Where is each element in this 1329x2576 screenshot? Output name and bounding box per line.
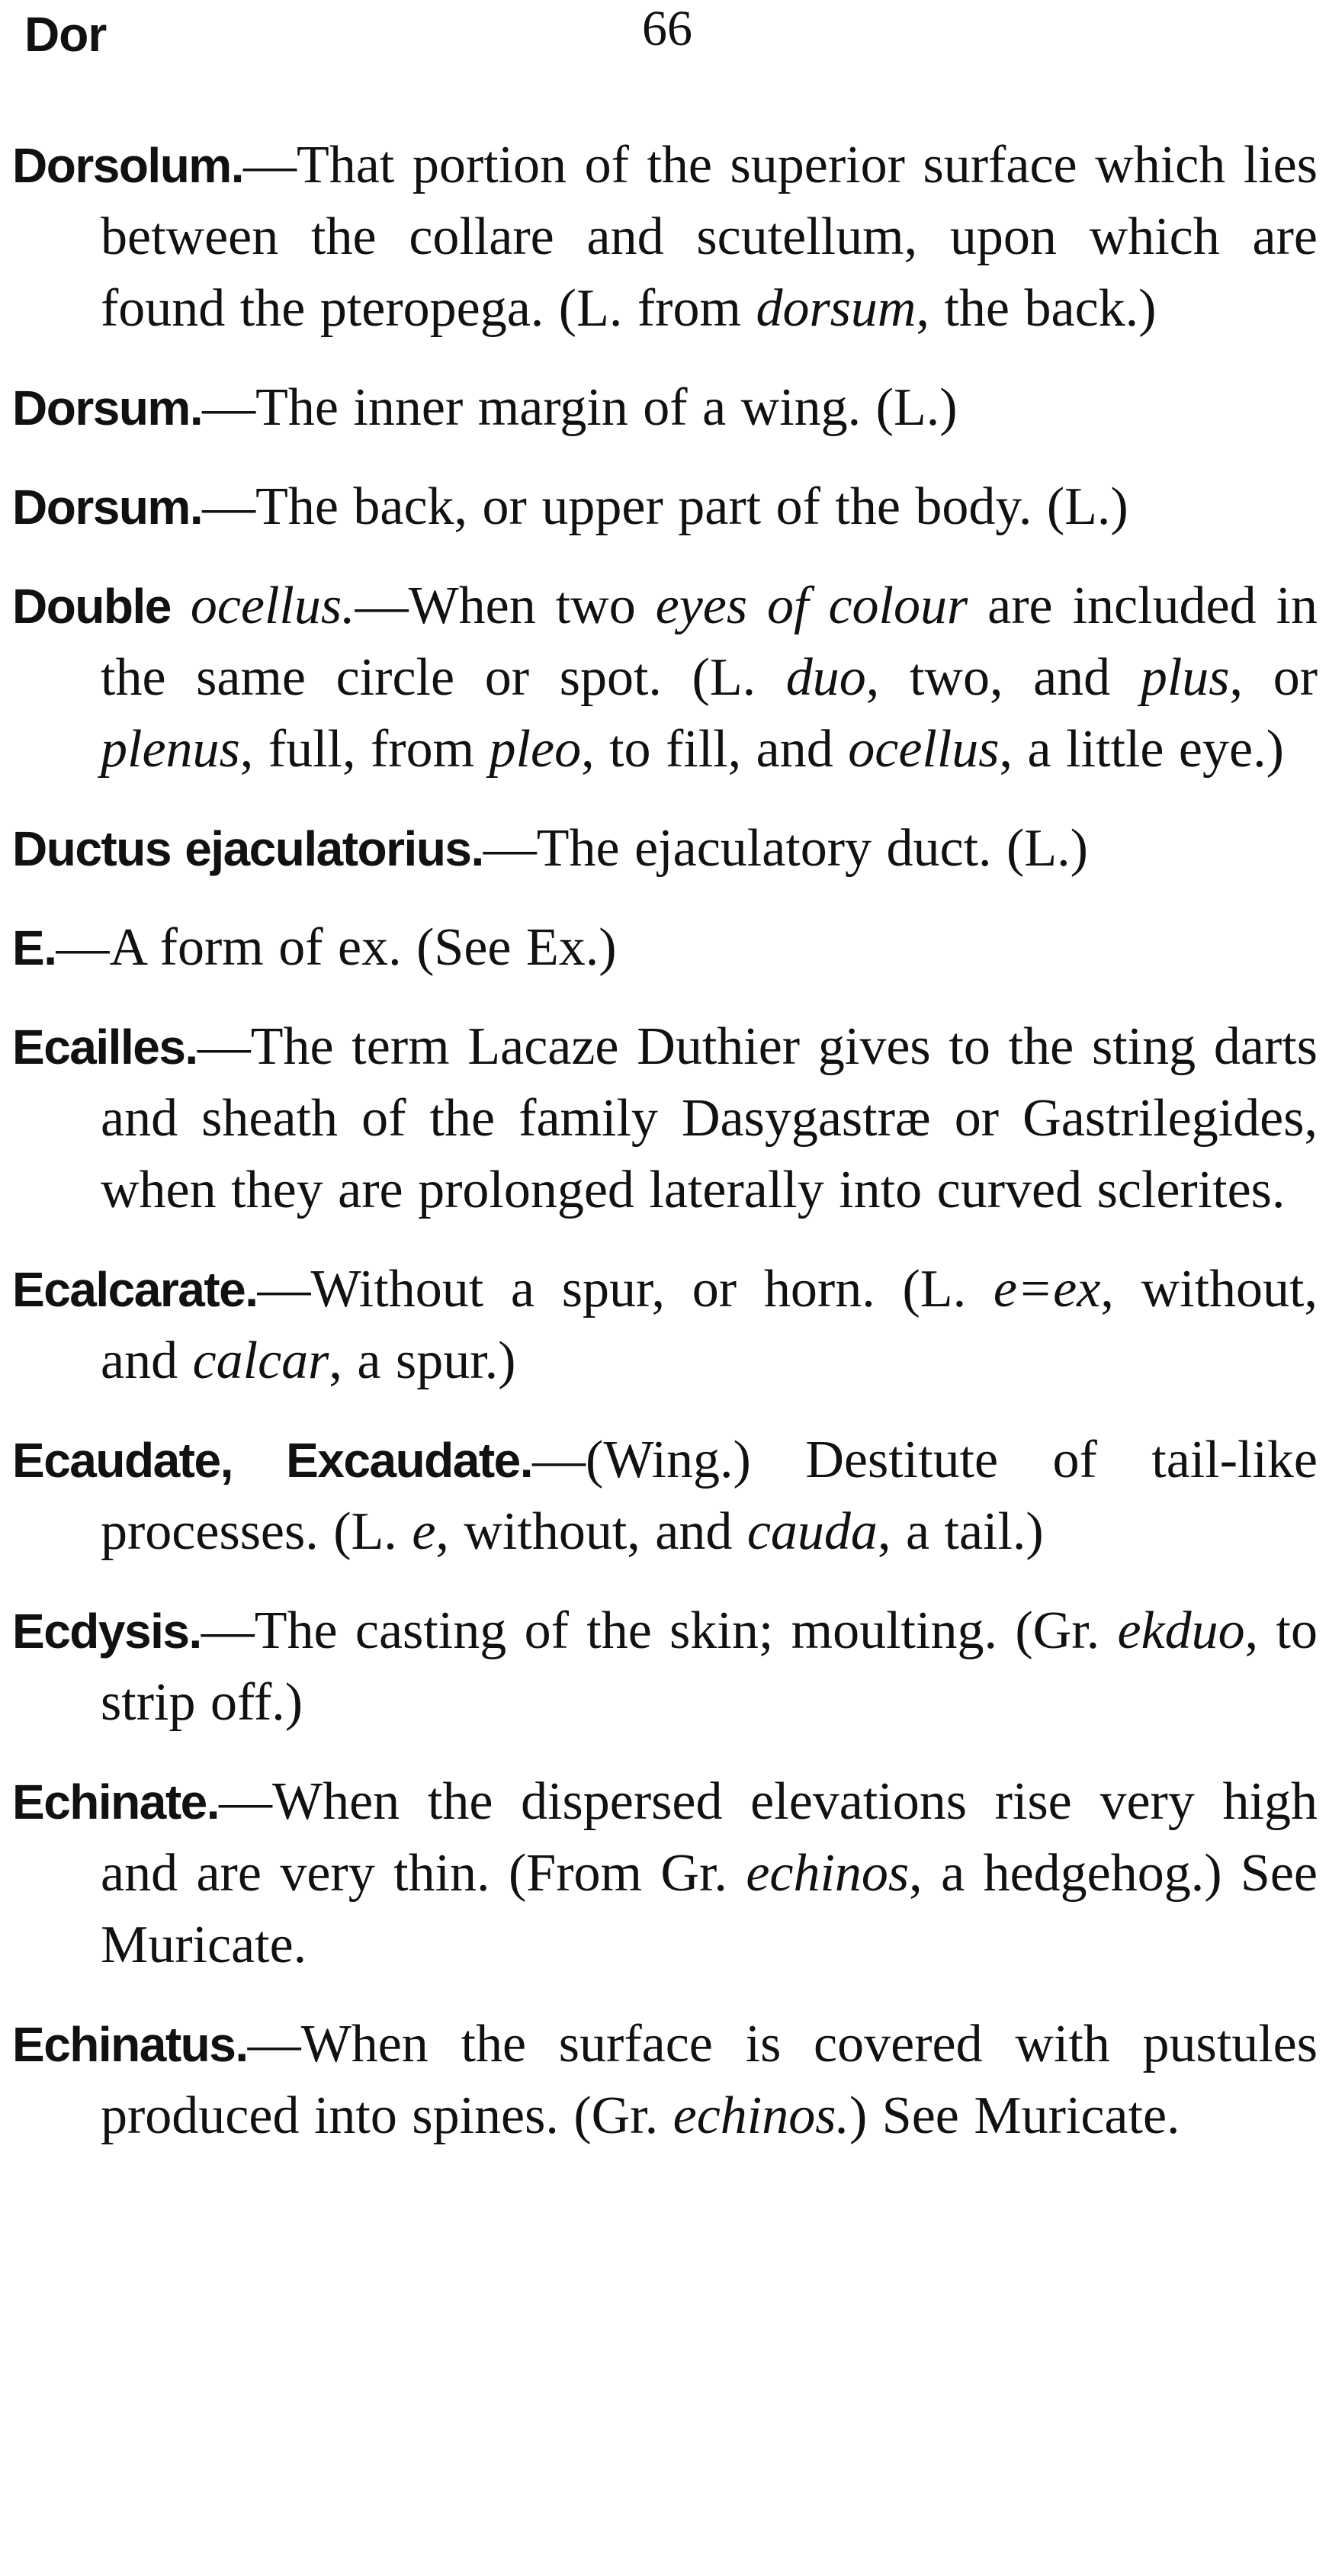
entry-italic: pleo (489, 720, 582, 779)
entry-list (12, 130, 1318, 2179)
entry-definition: —The term Lacaze Duthier gives to the sting darts and sheath of the family Dasygastræ or Gastrilegides, when they are prolonged laterally into curved sclerites. (101, 1017, 1318, 1219)
entry-echinatus (12, 2009, 1318, 2152)
entry-italic: e=ex (993, 1260, 1101, 1319)
entry-e (12, 912, 1318, 984)
entry-italic: plenus (101, 720, 240, 779)
entry-definition-cont: , a hedgehog.) See Muricate. (101, 1844, 1318, 1974)
entry-echinate (12, 1766, 1318, 1981)
entry-term: Ecailles. (12, 1020, 197, 1074)
entry-definition-cont: , without, and (101, 1260, 1318, 1390)
entry-definition: —When two (355, 577, 656, 635)
entry-italic: echinos (746, 1844, 910, 1903)
entry-dorsolum (12, 130, 1318, 345)
entry-definition-cont: , a spur.) (329, 1331, 516, 1390)
entry-definition-cont: , without, and (435, 1502, 747, 1561)
entry-italic: cauda (746, 1502, 878, 1561)
entry-definition-cont: , to strip off.) (101, 1601, 1318, 1732)
entry-italic: ekduo (1117, 1601, 1245, 1660)
entry-definition-cont: , or (1229, 648, 1318, 707)
entry-definition-cont: , to fill, and (581, 720, 849, 779)
entry-definition: —When the surface is covered with pustules produced into spines. (Gr. (101, 2015, 1318, 2145)
entry-definition: —The inner margin of a wing. (L.) (202, 378, 958, 437)
entry-term: Ecdysis. (12, 1604, 201, 1659)
entry-definition-cont: are included in the same circle or spot. (L. (101, 577, 1318, 707)
entry-dorsum-1 (12, 372, 1318, 444)
entry-definition-cont: ) See Muricate. (849, 2086, 1180, 2145)
entry-ecailles (12, 1011, 1318, 1226)
entry-italic: ocellus (848, 720, 1000, 779)
entry-italic: duo (785, 648, 866, 707)
entry-italic: echinos. (673, 2086, 849, 2145)
entry-definition-cont: , a little eye.) (999, 720, 1284, 779)
entry-definition: —(Wing.) Destitute of tail-like processes. (L. (101, 1431, 1318, 1561)
entry-ecaudate (12, 1425, 1318, 1568)
entry-italic: calcar (192, 1331, 329, 1390)
page-number: 66 (642, 1, 692, 56)
entry-italic: dorsum (756, 279, 916, 338)
entry-double-ocellus (12, 570, 1318, 785)
entry-definition: —Without a spur, or horn. (L. (257, 1260, 994, 1319)
entry-ductus-ejaculatorius (12, 813, 1318, 885)
page-header (12, 0, 1317, 76)
entry-italic: e (412, 1502, 436, 1561)
entry-definition-cont: , the back.) (916, 279, 1157, 338)
entry-italic: plus (1140, 648, 1230, 707)
entry-dorsum-2 (12, 471, 1318, 543)
entry-term: Ecalcarate. (12, 1262, 258, 1317)
entry-term: Dorsum. (12, 480, 203, 535)
entry-term: Ductus ejaculatorius. (12, 821, 483, 876)
entry-definition: —When the dispersed elevations rise very high and are very thin. (From Gr. (101, 1772, 1318, 1903)
entry-definition: —The casting of the skin; moulting. (Gr. (201, 1601, 1118, 1660)
entry-definition-cont: , full, from (239, 720, 490, 779)
entry-term: Dorsum. (12, 381, 203, 435)
entry-definition-cont: , a tail.) (877, 1502, 1044, 1561)
entry-term: Dorsolum. (12, 138, 243, 193)
running-head: Dor (24, 7, 107, 62)
entry-ecdysis (12, 1595, 1318, 1739)
entry-term: Echinatus. (12, 2017, 248, 2072)
entry-definition: —A form of ex. (See Ex.) (56, 918, 617, 977)
entry-definition-cont: , two, and (865, 648, 1141, 707)
entry-term: Double (12, 579, 171, 634)
entry-term: Ecaudate, Excaudate. (12, 1433, 533, 1488)
entry-term: E. (12, 920, 56, 975)
entry-term: Echinate. (12, 1775, 220, 1829)
entry-italic: eyes of colour (655, 577, 968, 635)
entry-definition: —That portion of the superior surface which lies between the collare and scutellum, upon which are found the pteropega. (L. from (101, 136, 1318, 338)
entry-definition: —The back, or upper part of the body. (L.) (202, 477, 1128, 536)
entry-definition: —The ejaculatory duct. (L.) (483, 819, 1088, 878)
entry-term-italic: ocellus. (170, 577, 355, 635)
entry-ecalcarate (12, 1254, 1318, 1397)
